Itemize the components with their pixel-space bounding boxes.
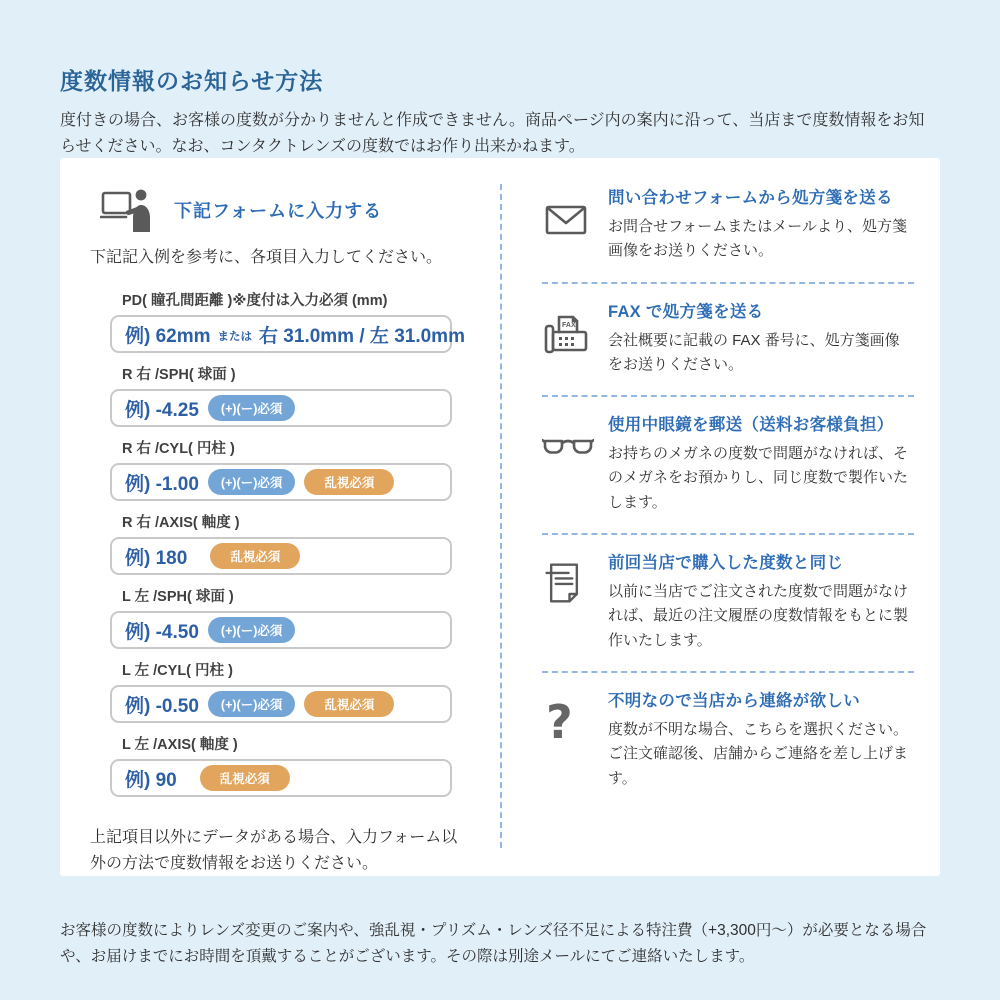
example-value: 例) -4.25 (125, 399, 199, 421)
document-icon (542, 549, 608, 653)
astigmatism-required-badge: 乱視必須 (304, 469, 394, 495)
field-example-box (110, 463, 452, 501)
method-text (608, 549, 914, 653)
field-label: R 右 /CYL( 円柱 ) (122, 441, 235, 457)
page-title: 度数情報のお知らせ方法 (60, 68, 324, 95)
field-example-box (110, 685, 452, 723)
method-title: 不明なので当店から連絡が欲しい (608, 691, 860, 710)
method-text (608, 184, 914, 264)
field-example-box (110, 389, 452, 427)
method-text (608, 411, 914, 515)
method-body: 度数が不明な場合、こちらを選択ください。ご注文確認後、店舗からご連絡を差し上げます。 (608, 720, 909, 787)
plus-minus-required-badge: (+)(ー)必須 (208, 469, 295, 495)
column-divider (500, 184, 502, 848)
example-value: 例) -1.00 (125, 473, 199, 495)
example-value: 例) 180 (125, 547, 188, 569)
field-label: L 左 /CYL( 円柱 ) (122, 663, 233, 679)
method-title: 前回当店で購入した度数と同じ (608, 554, 844, 573)
plus-minus-required-badge: (+)(ー)必須 (208, 395, 295, 421)
info-card (60, 158, 940, 876)
method-body: 以前に当店でご注文された度数で問題がなければ、最近の注文履歴の度数情報をもとに製作いたします。 (608, 583, 909, 649)
example-value-2: 右 31.0mm / 左 31.0mm (259, 325, 465, 347)
field-label: L 左 /AXIS( 軸度 ) (122, 737, 238, 753)
question-glyph: ? (546, 694, 573, 749)
method-body: お問合せフォームまたはメールより、処方箋画像をお送りください。 (608, 218, 907, 260)
plus-minus-required-badge: (+)(ー)必須 (208, 691, 295, 717)
field-label: R 右 /AXIS( 軸度 ) (122, 515, 240, 531)
envelope-icon (542, 184, 608, 264)
question-icon (542, 687, 608, 791)
example-value: 例) 90 (125, 769, 177, 791)
form-note: 上記項目以外にデータがある場合、入力フォーム以外の方法で度数情報をお送りください。 (90, 829, 458, 872)
method-body: 会社概要に記載の FAX 番号に、処方箋画像をお送りください。 (608, 331, 900, 373)
field-label: PD( 瞳孔間距離 )※度付は入力必須 (mm) (122, 293, 388, 309)
example-value: 例) -4.50 (125, 621, 199, 643)
form-section (60, 158, 500, 876)
method-contact-form (542, 170, 914, 284)
fax-icon (542, 298, 608, 378)
method-fax (542, 284, 914, 398)
field-l-cyl (110, 659, 452, 723)
glasses-icon (542, 411, 608, 515)
field-r-sph (110, 363, 452, 427)
form-header (100, 188, 500, 232)
astigmatism-required-badge: 乱視必須 (304, 691, 394, 717)
field-pd (110, 289, 465, 353)
method-text (608, 687, 914, 791)
intro-paragraph: 度付きの場合、お客様の度数が分かりませんと作成できません。商品ページ内の案内に沿って、当店まで度数情報をお知らせください。なお、コンタクトレンズの度数ではお作り出来かねます。 (60, 112, 925, 156)
field-l-axis (110, 733, 452, 797)
field-r-cyl (110, 437, 452, 501)
form-instruction: 下記記入例を参考に、各項目入力してください。 (90, 249, 443, 266)
method-unknown-contact (542, 673, 914, 809)
field-example-box (110, 759, 452, 797)
field-example-box (110, 537, 452, 575)
astigmatism-required-badge: 乱視必須 (200, 765, 290, 791)
example-value: 例) 62mm (125, 325, 211, 347)
example-value: 例) -0.50 (125, 695, 199, 717)
person-at-computer-icon (100, 188, 158, 232)
methods-section (500, 158, 940, 876)
method-body: お持ちのメガネの度数で問題がなければ、そのメガネをお預かりし、同じ度数で製作いたします。 (608, 445, 909, 511)
field-label: R 右 /SPH( 球面 ) (122, 367, 236, 383)
method-previous-order (542, 535, 914, 673)
field-example-box (110, 611, 452, 649)
example-connector: または (217, 330, 253, 343)
field-label: L 左 /SPH( 球面 ) (122, 589, 234, 605)
method-mail-glasses (542, 397, 914, 535)
form-fields (110, 289, 465, 797)
field-l-sph (110, 585, 452, 649)
astigmatism-required-badge: 乱視必須 (210, 543, 300, 569)
footer-note: お客様の度数によりレンズ変更のご案内や、強乱視・プリズム・レンズ径不足による特注費（+3,300円～）が必要となる場合や、お届けまでにお時間を頂戴することがございます。その際は別途メールにてご連絡いたします。 (60, 921, 927, 965)
method-title: 使用中眼鏡を郵送（送料お客様負担） (608, 416, 894, 435)
plus-minus-required-badge: (+)(ー)必須 (208, 617, 295, 643)
fax-icon-label: FAX (562, 321, 576, 329)
method-title: 問い合わせフォームから処方箋を送る (608, 189, 893, 207)
field-example-box (110, 315, 465, 353)
method-text (608, 298, 914, 378)
form-heading: 下記フォームに入力する (174, 201, 383, 221)
field-r-axis (110, 511, 452, 575)
method-title: FAX で処方箋を送る (608, 302, 764, 321)
